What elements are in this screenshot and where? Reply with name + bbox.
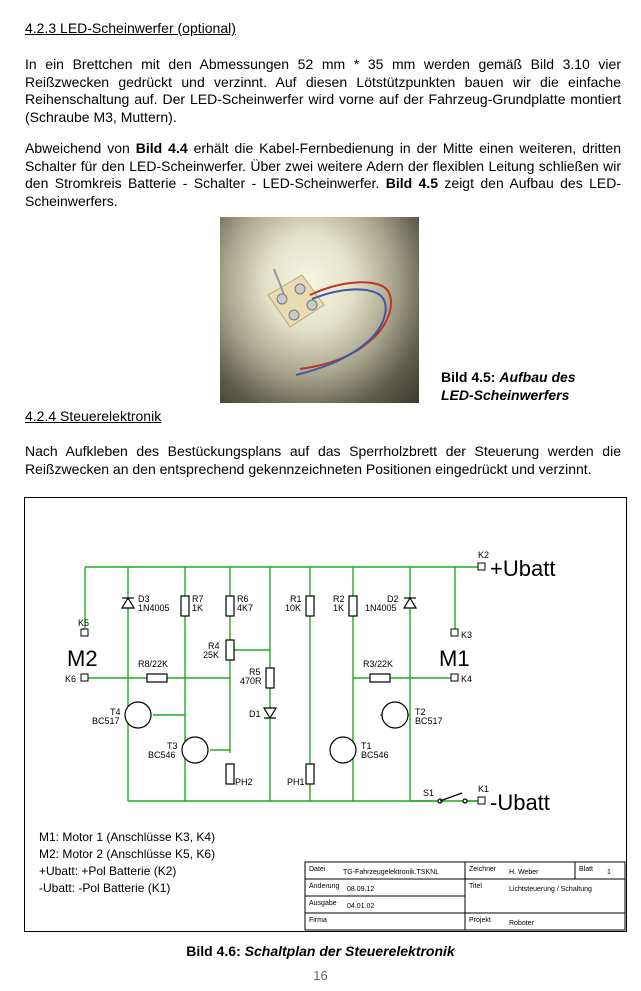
- label-t2: T2: [415, 707, 426, 717]
- tb-titel-value: Lichtsteuerung / Schaltung: [509, 886, 592, 893]
- photo-caption: [441, 368, 576, 404]
- legend-line: -Ubatt: -Pol Batterie (K1): [39, 881, 171, 895]
- label-t2-value: BC517: [415, 716, 443, 726]
- label-ph2: PH2: [235, 777, 253, 787]
- figure-ref: Bild 4.4: [135, 140, 188, 156]
- tb-zeichner-value: H. Weber: [509, 869, 539, 876]
- tb-datei-value: TG-Fahrzeugelektronik.TSKNL: [343, 869, 440, 876]
- label-t3: T3: [167, 741, 178, 751]
- label-s1: S1: [423, 788, 435, 798]
- tb-blatt-label: Blatt: [579, 866, 594, 873]
- section-heading-control: 4.2.4 Steuerelektronik: [25, 408, 162, 424]
- section-heading-led: 4.2.3 LED-Scheinwerfer (optional): [25, 20, 236, 36]
- label-t4: T4: [110, 707, 121, 717]
- label-r7: R7: [192, 594, 204, 604]
- label-r6: R6: [237, 594, 249, 604]
- paragraph-led-1: In ein Brettchen mit den Abmessungen 52 mm * 35 mm werden gemäß Bild 3.10 vier Reißzwecken gedrückt und verzinnt. Auf diesen Lötstützpunkten bauen wir die einfache Reihenschaltung auf. Der LED-Scheinwerfer wird vorne auf der Fahrzeug-Grundplatte montiert (Schraube M3, Muttern).: [25, 56, 621, 125]
- label-k1: K1: [478, 784, 490, 794]
- tb-aenderung-label: Änderung: [309, 883, 340, 890]
- led-headlight-photo: [220, 217, 419, 403]
- label-r2-value: 1K: [333, 603, 345, 613]
- tb-projekt-value: Roboter: [509, 920, 534, 927]
- label-minus-ubatt: -Ubatt: [490, 790, 550, 815]
- schematic-caption: [0, 943, 641, 959]
- tb-titel-label: Titel: [469, 883, 482, 890]
- tb-firma-label: Firma: [309, 917, 327, 924]
- caption-title: Aufbau des: [499, 369, 576, 385]
- label-k3: K3: [461, 630, 473, 640]
- tb-aenderung-value: 08.09.12: [347, 886, 375, 893]
- page-number: 16: [313, 968, 328, 983]
- label-r1-value: 10K: [285, 603, 302, 613]
- label-r3: R3/22K: [363, 659, 394, 669]
- caption-label: Bild 4.5:: [441, 369, 496, 385]
- label-ph1: PH1: [287, 777, 305, 787]
- schematic-diagram: [25, 498, 626, 931]
- label-r7-value: 1K: [192, 603, 204, 613]
- label-m1: M1: [439, 646, 470, 671]
- label-r8: R8/22K: [138, 659, 169, 669]
- label-t4-value: BC517: [92, 716, 120, 726]
- caption-label: Bild 4.6:: [186, 943, 241, 959]
- legend-line: M1: Motor 1 (Anschlüsse K3, K4): [39, 830, 216, 844]
- label-r1: R1: [290, 594, 302, 604]
- label-r5-value: 470R: [240, 676, 262, 686]
- tb-datei-label: Datei: [309, 866, 326, 873]
- schematic-frame: [24, 497, 627, 932]
- paragraph-led-2: [25, 140, 621, 210]
- label-d3-value: 1N4005: [138, 603, 170, 613]
- label-k5: K5: [78, 618, 90, 628]
- label-d3: D3: [138, 594, 150, 604]
- label-plus-ubatt: +Ubatt: [490, 556, 556, 581]
- paragraph-control-1: Nach Aufkleben des Bestückungsplans auf das Sperrholzbrett der Steuerung werden die Reißzwecken an den entsprechend gekennzeichneten Positionen eingedrückt und verzinnt.: [25, 443, 621, 477]
- tb-ausgabe-value: 04.01.02: [347, 903, 375, 910]
- label-t1: T1: [361, 741, 372, 751]
- label-k6: K6: [65, 674, 77, 684]
- caption-title: Schaltplan der Steuerelektronik: [244, 943, 455, 959]
- label-k4: K4: [461, 674, 473, 684]
- tb-blatt-value: 1: [607, 869, 611, 876]
- text-run: zeigt den Aufbau des LED-Scheinwerfers.: [25, 175, 622, 209]
- label-m2: M2: [67, 646, 98, 671]
- label-t3-value: BC546: [148, 750, 176, 760]
- figure-ref: Bild 4.5: [385, 175, 439, 191]
- label-d2-value: 1N4005: [365, 603, 397, 613]
- legend-line: M2: Motor 2 (Anschlüsse K5, K6): [39, 847, 216, 861]
- label-d2: D2: [387, 594, 399, 604]
- label-t1-value: BC546: [361, 750, 389, 760]
- label-k2: K2: [478, 550, 490, 560]
- text-run: erhält die Kabel-Fernbedienung in der Mitte einen weiteren, dritten Schalter für den LED-Scheinwerfer. Über zwei weitere Adern der flexiblen Leitung schließen wir den Stromkreis Batterie - Schalter - LED-Scheinwerfer.: [25, 140, 621, 191]
- text-run: Abweichend von: [25, 140, 136, 156]
- tb-projekt-label: Projekt: [469, 917, 491, 924]
- label-r4: R4: [208, 641, 220, 651]
- tb-zeichner-label: Zeichner: [469, 866, 497, 873]
- legend-line: +Ubatt: +Pol Batterie (K2): [39, 864, 177, 878]
- label-r4-value: 25K: [203, 650, 220, 660]
- label-r5: R5: [249, 667, 261, 677]
- label-r6-value: 4K7: [237, 603, 254, 613]
- label-d1: D1: [249, 709, 261, 719]
- caption-title: LED-Scheinwerfers: [441, 387, 570, 403]
- label-r2: R2: [333, 594, 345, 604]
- tb-ausgabe-label: Ausgabe: [309, 900, 337, 907]
